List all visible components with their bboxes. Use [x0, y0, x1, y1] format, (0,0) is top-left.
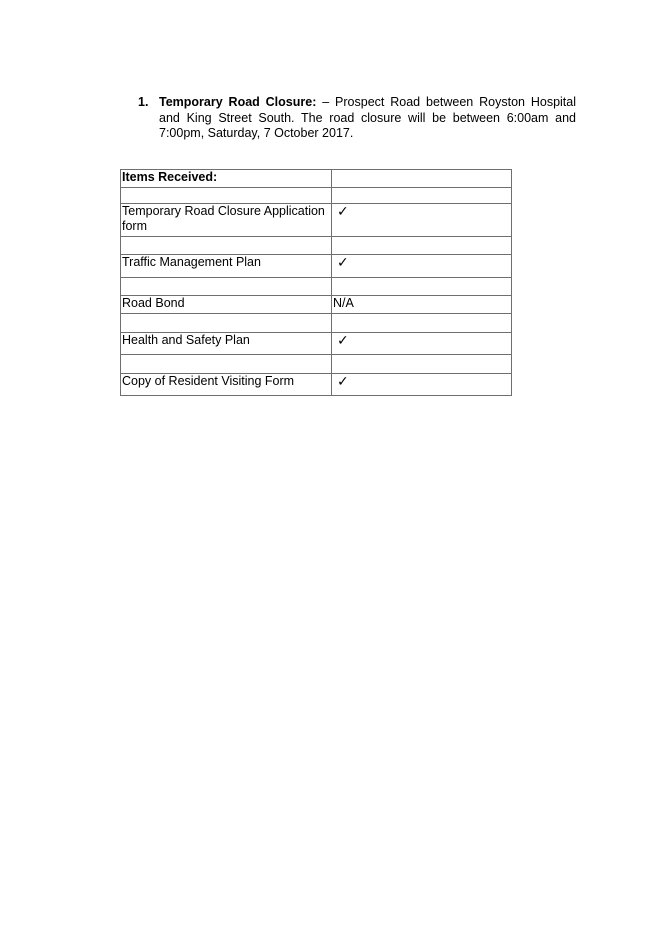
empty-cell [332, 355, 512, 374]
item-status [332, 204, 512, 237]
table-row [121, 255, 512, 278]
spacer-row [121, 314, 512, 333]
empty-cell [332, 237, 512, 255]
table-header-row [121, 170, 512, 188]
item-status [332, 374, 512, 396]
item-label: Traffic Management Plan [121, 255, 332, 278]
item-number: 1. [138, 95, 149, 109]
empty-cell [121, 314, 332, 333]
item-label: Road Bond [121, 296, 332, 314]
item-label: Health and Safety Plan [121, 333, 332, 355]
table-row [121, 204, 512, 237]
empty-cell [121, 355, 332, 374]
empty-cell [121, 278, 332, 296]
agenda-item [138, 95, 576, 142]
table-row [121, 374, 512, 396]
spacer-row [121, 355, 512, 374]
check-icon: ✓ [337, 333, 349, 349]
empty-cell [121, 237, 332, 255]
item-status [332, 255, 512, 278]
empty-cell [332, 188, 512, 204]
empty-cell [332, 170, 512, 188]
check-icon: ✓ [337, 204, 349, 220]
item-label: Temporary Road Closure Application form [121, 204, 332, 237]
item-heading: Temporary Road Closure: [159, 95, 317, 109]
item-body [159, 95, 576, 142]
items-received-table [120, 169, 512, 396]
items-received-header: Items Received: [121, 170, 332, 188]
check-icon: ✓ [337, 374, 349, 390]
empty-cell [121, 188, 332, 204]
table-row [121, 333, 512, 355]
empty-cell [332, 314, 512, 333]
item-label: Copy of Resident Visiting Form [121, 374, 332, 396]
item-text: – Prospect Road between Royston Hospital and King Street South. The road closure will be between 6:00am and 7:00pm, Saturday, 7 October 2017. [159, 95, 577, 140]
item-status-text: N/A [332, 296, 512, 314]
spacer-row [121, 278, 512, 296]
check-icon: ✓ [337, 255, 349, 271]
spacer-row [121, 188, 512, 204]
spacer-row [121, 237, 512, 255]
item-status [332, 333, 512, 355]
empty-cell [332, 278, 512, 296]
table-row [121, 296, 512, 314]
